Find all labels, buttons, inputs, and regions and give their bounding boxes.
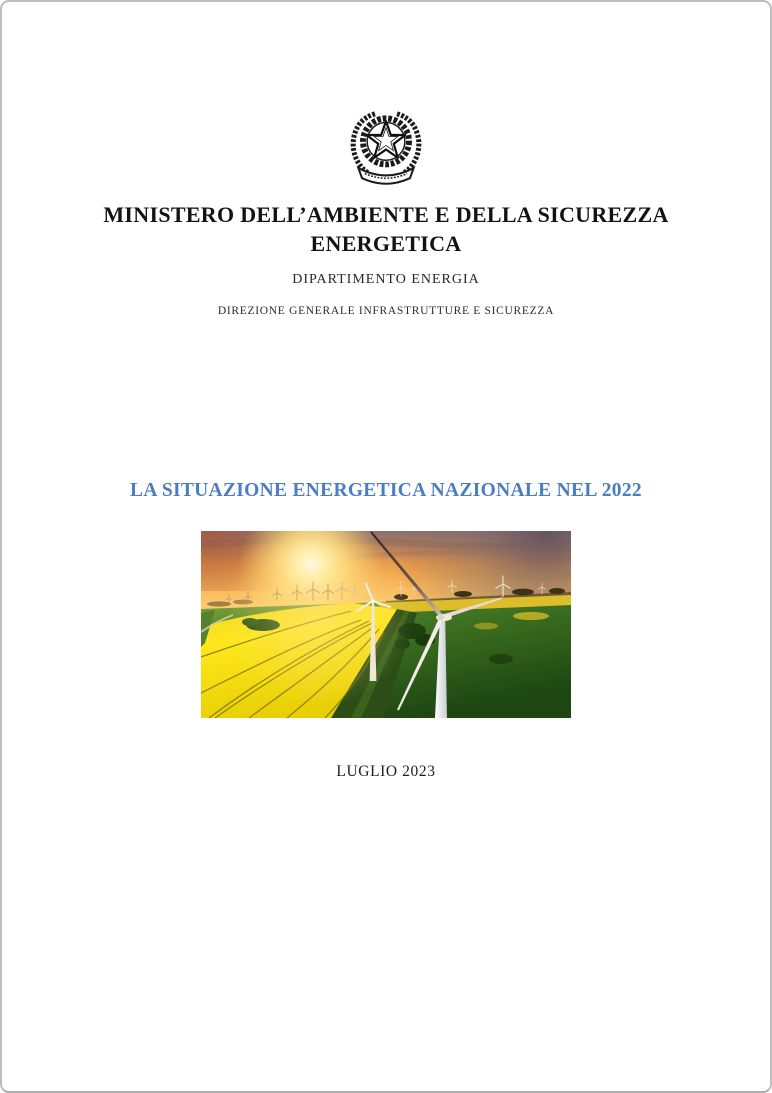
department-subtitle: DIPARTIMENTO ENERGIA bbox=[292, 272, 480, 288]
ministry-title: MINISTERO DELL’AMBIENTE E DELLA SICUREZZA ENERGETICA bbox=[103, 202, 669, 256]
report-title: LA SITUAZIONE ENERGETICA NAZIONALE NEL 2022 bbox=[130, 480, 642, 502]
wind-farm-sunset-illustration bbox=[201, 531, 571, 718]
directorate-subtitle: DIREZIONE GENERALE INFRASTRUTTURE E SICUREZZA bbox=[217, 305, 555, 318]
italy-emblem-icon bbox=[2, 100, 770, 192]
cover-photo bbox=[201, 531, 571, 718]
publication-date: LUGLIO 2023 bbox=[336, 763, 436, 781]
